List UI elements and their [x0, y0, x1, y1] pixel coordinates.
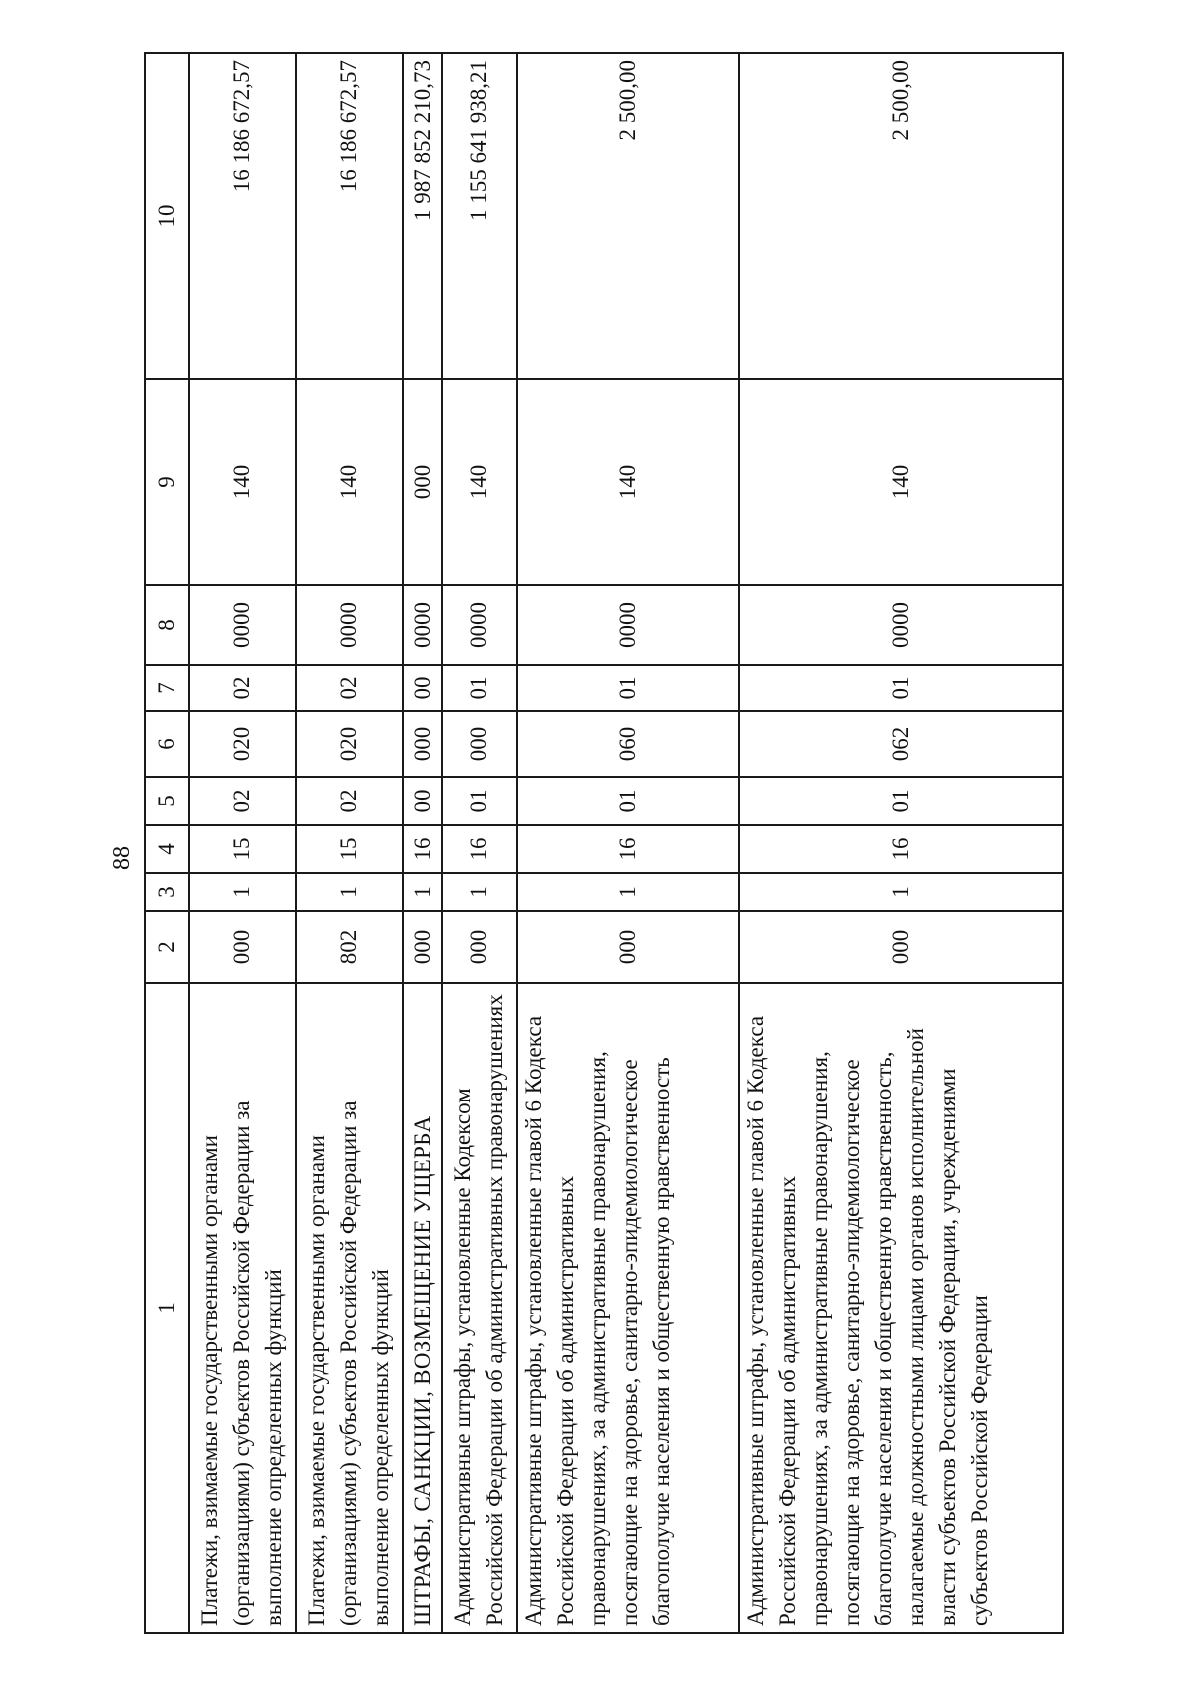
column-number: 6 — [145, 711, 189, 777]
table-row — [739, 53, 1063, 1633]
amount-cell: 2 500,00 — [517, 53, 740, 379]
code-cell: 000 — [403, 911, 442, 983]
row-name: Административные штрафы, установленные главой 6 Кодекса Российской Федерации об административных правонарушениях, за административные правонарушения, посягающие на здоровье, санитарно-эпидемиологическое благополучие населения и общественную нравственность — [517, 983, 740, 1633]
code-cell: 16 — [442, 825, 516, 873]
code-cell: 0000 — [442, 585, 516, 665]
page-number: 88 — [109, 846, 135, 870]
amount-cell: 16 186 672,57 — [296, 53, 403, 379]
code-cell: 000 — [442, 911, 516, 983]
code-cell: 0000 — [189, 585, 296, 665]
code-cell: 01 — [739, 777, 1063, 825]
amount-cell: 16 186 672,57 — [189, 53, 296, 379]
code-cell: 16 — [517, 825, 740, 873]
code-cell: 02 — [189, 777, 296, 825]
code-cell: 01 — [442, 777, 516, 825]
column-number: 4 — [145, 825, 189, 873]
column-number: 5 — [145, 777, 189, 825]
row-name: Платежи, взимаемые государственными органами (организациями) субъектов Российской Федерации за выполнение определенных функций — [189, 983, 296, 1633]
code-cell: 0000 — [296, 585, 403, 665]
row-name: Платежи, взимаемые государственными органами (организациями) субъектов Российской Федерации за выполнение определенных функций — [296, 983, 403, 1633]
code-cell: 15 — [189, 825, 296, 873]
code-cell: 01 — [442, 665, 516, 711]
code-cell: 0000 — [739, 585, 1063, 665]
code-cell: 000 — [403, 711, 442, 777]
code-cell: 000 — [739, 911, 1063, 983]
table-row — [296, 53, 403, 1633]
code-cell: 15 — [296, 825, 403, 873]
code-cell: 140 — [189, 379, 296, 585]
code-cell: 020 — [189, 711, 296, 777]
amount-cell: 1 155 641 938,21 — [442, 53, 516, 379]
row-name: Административные штрафы, установленные Кодексом Российской Федерации об административных правонарушениях — [442, 983, 516, 1633]
code-cell: 02 — [189, 665, 296, 711]
code-cell: 0000 — [403, 585, 442, 665]
code-cell: 1 — [403, 873, 442, 911]
table-row — [442, 53, 516, 1633]
row-name: Административные штрафы, установленные главой 6 Кодекса Российской Федерации об административных правонарушениях, за административные правонарушения, посягающие на здоровье, санитарно-эпидемиологическое благополучие населения и общественную нравственность, налагаемые должностными лицами органов исполнительной власти субъектов Российской Федерации, учреждениями субъектов Российской Федерации — [739, 983, 1063, 1633]
rotated-table-wrapper — [144, 54, 1064, 1634]
code-cell: 140 — [517, 379, 740, 585]
code-cell: 01 — [517, 777, 740, 825]
table-row — [189, 53, 296, 1633]
code-cell: 00 — [403, 665, 442, 711]
code-cell: 000 — [517, 911, 740, 983]
row-name: ШТРАФЫ, САНКЦИИ, ВОЗМЕЩЕНИЕ УЩЕРБА — [403, 983, 442, 1633]
table-row — [403, 53, 442, 1633]
column-number: 9 — [145, 379, 189, 585]
code-cell: 000 — [442, 711, 516, 777]
code-cell: 00 — [403, 777, 442, 825]
code-cell: 140 — [739, 379, 1063, 585]
code-cell: 01 — [739, 665, 1063, 711]
code-cell: 1 — [296, 873, 403, 911]
code-cell: 0000 — [517, 585, 740, 665]
column-number: 7 — [145, 665, 189, 711]
column-number: 3 — [145, 873, 189, 911]
code-cell: 1 — [189, 873, 296, 911]
column-number: 2 — [145, 911, 189, 983]
code-cell: 16 — [403, 825, 442, 873]
code-cell: 062 — [739, 711, 1063, 777]
code-cell: 02 — [296, 665, 403, 711]
code-cell: 01 — [517, 665, 740, 711]
amount-cell: 2 500,00 — [739, 53, 1063, 379]
budget-table — [144, 52, 1064, 1634]
column-number-row — [145, 53, 189, 1633]
column-number: 1 — [145, 983, 189, 1633]
code-cell: 16 — [739, 825, 1063, 873]
column-number: 10 — [145, 53, 189, 379]
code-cell: 1 — [517, 873, 740, 911]
code-cell: 1 — [739, 873, 1063, 911]
code-cell: 140 — [296, 379, 403, 585]
table-row — [517, 53, 740, 1633]
code-cell: 02 — [296, 777, 403, 825]
code-cell: 1 — [442, 873, 516, 911]
code-cell: 802 — [296, 911, 403, 983]
amount-cell: 1 987 852 210,73 — [403, 53, 442, 379]
code-cell: 140 — [442, 379, 516, 585]
code-cell: 000 — [403, 379, 442, 585]
code-cell: 060 — [517, 711, 740, 777]
code-cell: 000 — [189, 911, 296, 983]
column-number: 8 — [145, 585, 189, 665]
code-cell: 020 — [296, 711, 403, 777]
